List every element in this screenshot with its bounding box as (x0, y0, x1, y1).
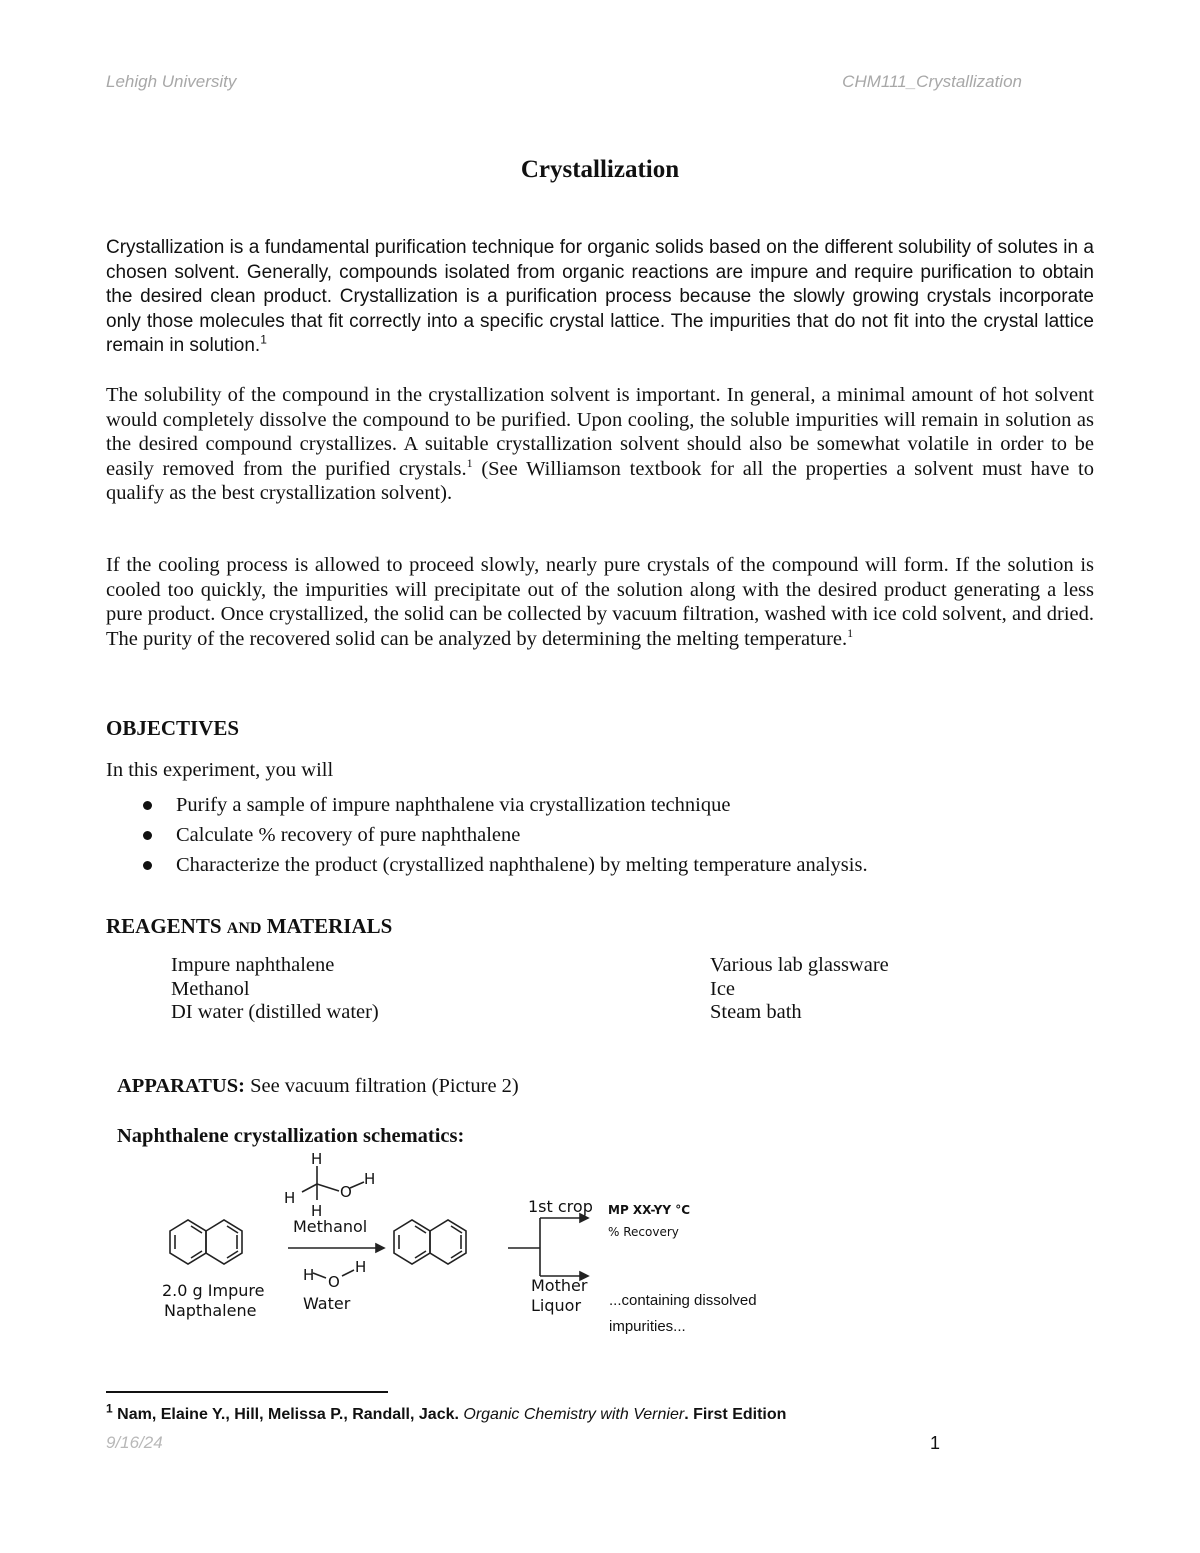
apparatus-line: APPARATUS: See vacuum filtration (Picture 2) (117, 1075, 519, 1097)
atom-h: H (303, 1266, 315, 1284)
atom-o: O (340, 1183, 352, 1201)
schematic-title: Naphthalene crystallization schematics: (117, 1125, 465, 1147)
objectives-list (106, 792, 868, 882)
atom-h: H (311, 1202, 323, 1220)
mother-liquor-label: Mother (531, 1276, 588, 1295)
objectives-heading: OBJECTIVES (106, 716, 240, 740)
bullet-icon (143, 831, 152, 840)
list-item: Characterize the product (crystallized naphthalene) by melting temperature analysis. (106, 852, 868, 882)
bullet-icon (143, 861, 152, 870)
footnote-ref: 1 (466, 455, 473, 470)
atom-h: H (364, 1170, 376, 1188)
page-number: 1 (930, 1433, 941, 1453)
impurities-note: ...containing dissolved (609, 1292, 757, 1309)
reagents-list (171, 954, 379, 1025)
mp-label: MP XX-YY °C (608, 1203, 691, 1217)
paragraph-cooling: If the cooling process is allowed to proceed slowly, nearly pure crystals of the compound will form. If the solution is cooled too quickly, the impurities will precipitate out of the solution along with the desired product generating a less pure product. Once crystallized, the solid can be collected by vacuum filtration, washed with ice cold solvent, and dried. The purity of the recovered solid can be analyzed by determining the melting temperature.$^1$ (106, 554, 1094, 650)
page-title: Crystallization (520, 156, 680, 183)
recovery-label: % Recovery (608, 1225, 679, 1239)
naphthalene-product-structure (394, 1220, 466, 1264)
header-course: CHM111_Crystallization (842, 72, 1022, 91)
mother-liquor-label: Liquor (531, 1296, 582, 1315)
bullet-icon (143, 801, 152, 810)
start-label: 2.0 g Impure (162, 1281, 265, 1300)
atom-h: H (355, 1258, 367, 1276)
paragraph-solubility: The solubility of the compound in the crystallization solvent is important. In general, a minimal amount of hot solvent would completely dissolve the compound to be purified. Upon cooling, the soluble impurities will remain in solution as the desired compound crystallizes. A suitable crystallization solvent should also be somewhat volatile in order to be easily removed from the purified crystals.$^1$ (See Williamson textbook for all the properties a solvent must have to qualify as the best crystallization solvent). (106, 384, 1094, 505)
list-item: Ice (710, 977, 736, 1000)
list-item: Purify a sample of impure naphthalene via crystallization technique (106, 792, 868, 822)
footnote-ref: 1 (847, 625, 854, 640)
crop-label: 1st crop (528, 1197, 593, 1216)
list-item: Steam bath (710, 1001, 802, 1023)
water-label: Water (303, 1294, 351, 1313)
atom-h: H (311, 1150, 323, 1168)
crystallization-scheme (150, 1148, 810, 1348)
list-item: Methanol (171, 977, 250, 1000)
impurities-note: impurities... (609, 1318, 686, 1335)
footnote: $^1$ Nam, Elaine Y., Hill, Melissa P., Randall, Jack. Organic Chemistry with Vernier. First Edition (106, 1401, 787, 1423)
list-item: Various lab glassware (710, 954, 889, 976)
materials-list (710, 954, 889, 1025)
start-label: Napthalene (164, 1301, 257, 1320)
list-item: Impure naphthalene (171, 954, 335, 976)
header-institution: Lehigh University (106, 72, 237, 91)
naphthalene-structure (170, 1220, 242, 1264)
list-item: Calculate % recovery of pure naphthalene (106, 822, 868, 852)
footnote-divider (106, 1391, 388, 1393)
reagents-heading: REAGENTS AND MATERIALS (106, 914, 393, 938)
methanol-structure (302, 1166, 364, 1200)
objectives-intro: In this experiment, you will (106, 759, 334, 781)
methanol-label: Methanol (293, 1217, 368, 1236)
footnote-ref: 1 (260, 333, 267, 348)
paragraph-intro: Crystallization is a fundamental purification technique for organic solids based on the different solubility of solutes in a chosen solvent. Generally, compounds isolated from organic reactions are impure and require purification to obtain the desired clean product. Crystallization is a purification process because the slowly growing crystals incorporate only those molecules that fit correctly into a specific crystal lattice. The impurities that do not fit into the crystal lattice remain in solution.$^1$ (106, 237, 1094, 357)
list-item: DI water (distilled water) (171, 1001, 379, 1023)
atom-h: H (284, 1189, 296, 1207)
atom-o: O (328, 1273, 340, 1291)
footer-date: 9/16/24 (106, 1433, 163, 1452)
